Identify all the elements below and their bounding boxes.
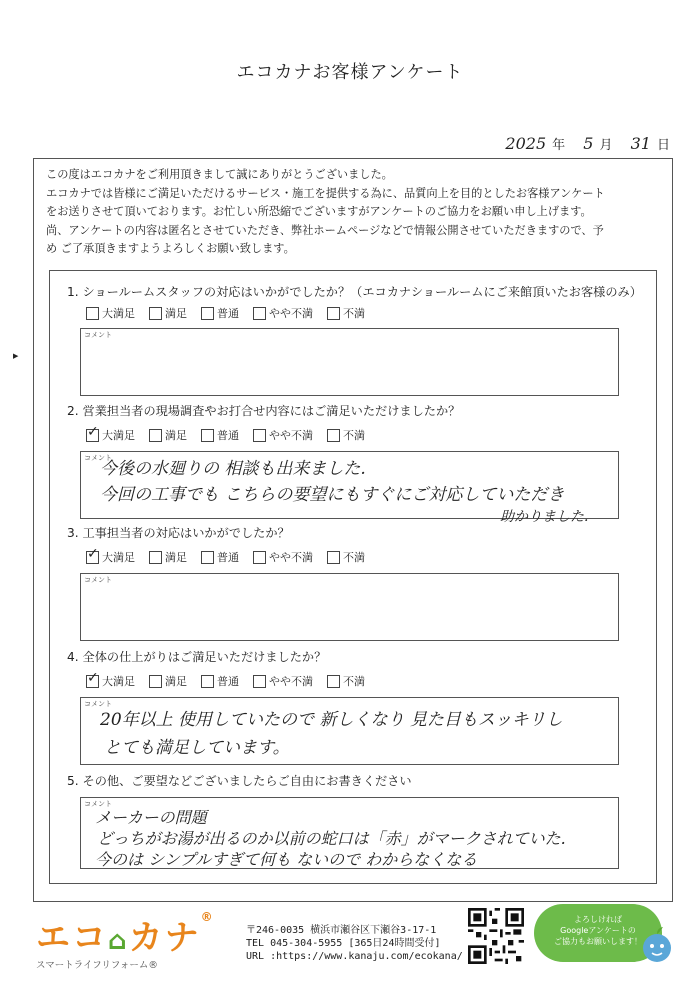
option-label: 普通 bbox=[217, 675, 239, 688]
checkbox[interactable] bbox=[253, 675, 266, 688]
option-label: 不満 bbox=[343, 307, 365, 320]
checkbox[interactable] bbox=[86, 307, 99, 320]
checkbox[interactable] bbox=[253, 429, 266, 442]
option-4-4[interactable] bbox=[253, 673, 313, 689]
ecokana-logo bbox=[36, 910, 215, 971]
logo-wordmark bbox=[36, 910, 215, 959]
question-4-text: 4. 全体の仕上がりはご満足いただけましたか？ bbox=[67, 650, 327, 664]
date-month-unit: 月 bbox=[599, 138, 613, 153]
intro-line: エコカナでは皆様にご満足いただけるサービス・施工を提供する為に、品質向上を目的としたお客様アンケート bbox=[46, 186, 605, 200]
option-label: やや不満 bbox=[269, 551, 313, 564]
question-1-comment-box[interactable] bbox=[80, 328, 619, 396]
option-label: 満足 bbox=[165, 307, 187, 320]
question-3-options bbox=[86, 549, 379, 565]
checkbox[interactable] bbox=[149, 551, 162, 564]
intro-line: 尚、アンケートの内容は匿名とさせていただき、弊社ホームページなどで情報公開させていただきますので、予 bbox=[46, 223, 604, 237]
handwritten-comment-line: 今のは シンプルすぎて何も ないので わからなくなる bbox=[95, 850, 478, 869]
intro-line: をお送りさせて頂いております。お忙しい所恐縮でございますがアンケートのご協力をお願い申し上げます。 bbox=[46, 205, 592, 219]
option-3-2[interactable] bbox=[149, 549, 187, 565]
bubble-line: Googleアンケートの bbox=[560, 926, 636, 935]
page-title: エコカナお客様アンケート bbox=[236, 62, 464, 83]
option-label: やや不満 bbox=[269, 675, 313, 688]
date-year-unit: 年 bbox=[552, 138, 566, 153]
logo-kana: カナ bbox=[128, 918, 201, 958]
option-label: 大満足 bbox=[102, 551, 135, 564]
option-3-3[interactable] bbox=[201, 549, 239, 565]
qr-code-icon[interactable] bbox=[468, 908, 524, 964]
handwritten-comment-line: 今回の工事でも こちらの要望にもすぐにご対応していただき bbox=[100, 485, 565, 505]
option-label: 普通 bbox=[217, 429, 239, 442]
company-address bbox=[246, 924, 463, 963]
intro-line: め ご了承頂きますようよろしくお願い致します。 bbox=[46, 242, 295, 256]
option-1-5[interactable] bbox=[327, 305, 365, 321]
checkbox[interactable] bbox=[327, 551, 340, 564]
comment-label: コメント bbox=[84, 700, 112, 708]
date-day: 31 bbox=[630, 134, 651, 153]
option-label: 大満足 bbox=[102, 307, 135, 320]
date-year: 2025 bbox=[505, 134, 547, 153]
option-2-1[interactable] bbox=[86, 427, 135, 443]
house-icon: ⌂ bbox=[108, 926, 129, 956]
option-3-4[interactable] bbox=[253, 549, 313, 565]
checkbox[interactable] bbox=[201, 551, 214, 564]
option-2-3[interactable] bbox=[201, 427, 239, 443]
date-month: 5 bbox=[583, 134, 594, 153]
option-2-4[interactable] bbox=[253, 427, 313, 443]
bubble-line: ご協力もお願いします！ bbox=[554, 937, 642, 946]
handwritten-comment-line: メーカーの問題 bbox=[95, 808, 207, 827]
comment-label: コメント bbox=[84, 331, 112, 339]
checkbox[interactable] bbox=[253, 551, 266, 564]
checkbox[interactable] bbox=[327, 429, 340, 442]
option-label: 不満 bbox=[343, 429, 365, 442]
question-2-text: 2. 営業担当者の現場調査やお打合せ内容にはご満足いただけましたか？ bbox=[67, 404, 461, 418]
handwritten-comment-line: とても満足しています。 bbox=[104, 738, 290, 758]
option-label: 大満足 bbox=[102, 429, 135, 442]
checkbox[interactable] bbox=[253, 307, 266, 320]
option-4-3[interactable] bbox=[201, 673, 239, 689]
question-2-options bbox=[86, 427, 379, 443]
option-2-5[interactable] bbox=[327, 427, 365, 443]
option-1-4[interactable] bbox=[253, 305, 313, 321]
logo-eco: エコ bbox=[36, 918, 108, 958]
option-3-5[interactable] bbox=[327, 549, 365, 565]
bubble-line: よろしければ bbox=[574, 915, 622, 924]
checkbox[interactable] bbox=[86, 429, 99, 442]
option-label: 不満 bbox=[343, 551, 365, 564]
option-label: やや不満 bbox=[269, 307, 313, 320]
option-1-3[interactable] bbox=[201, 305, 239, 321]
checkbox[interactable] bbox=[201, 307, 214, 320]
option-1-1[interactable] bbox=[86, 305, 135, 321]
checkbox[interactable] bbox=[86, 551, 99, 564]
handwritten-comment-line: 20年以上 使用していたので 新しくなり 見た目もスッキリし bbox=[100, 710, 563, 730]
address-line: 〒246-0035 横浜市瀬谷区下瀬谷3-17-1 bbox=[246, 925, 437, 936]
url-line[interactable]: URL :https://www.kanaju.com/ecokana/ bbox=[246, 951, 463, 962]
question-3-comment-box[interactable] bbox=[80, 573, 619, 641]
checkbox[interactable] bbox=[149, 675, 162, 688]
intro-line: この度はエコカナをご利用頂きまして誠にありがとうございました。 bbox=[46, 168, 393, 181]
checkbox[interactable] bbox=[201, 429, 214, 442]
question-5-text: 5. その他、ご要望などございましたらご自由にお書きください bbox=[67, 774, 412, 788]
date-line bbox=[505, 134, 670, 153]
option-4-5[interactable] bbox=[327, 673, 365, 689]
checkbox[interactable] bbox=[327, 675, 340, 688]
option-label: やや不満 bbox=[269, 429, 313, 442]
question-1-options bbox=[86, 305, 379, 321]
question-3-text: 3. 工事担当者の対応はいかがでしたか？ bbox=[67, 526, 290, 540]
logo-registered: ® bbox=[200, 910, 215, 924]
comment-label: コメント bbox=[84, 800, 112, 808]
checkbox[interactable] bbox=[149, 429, 162, 442]
checkbox[interactable] bbox=[327, 307, 340, 320]
comment-label: コメント bbox=[84, 576, 112, 584]
handwritten-comment-line: 助かりました. bbox=[500, 509, 589, 525]
logo-tagline: スマートライフリフォーム® bbox=[36, 960, 158, 971]
handwritten-comment-line: 今後の水廻りの 相談も出来ました. bbox=[100, 459, 366, 479]
option-4-1[interactable] bbox=[86, 673, 135, 689]
option-4-2[interactable] bbox=[149, 673, 187, 689]
date-day-unit: 日 bbox=[656, 138, 670, 153]
option-1-2[interactable] bbox=[149, 305, 187, 321]
option-3-1[interactable] bbox=[86, 549, 135, 565]
handwritten-comment-line: どっちがお湯が出るのか以前の蛇口は「赤」がマークされていた. bbox=[97, 829, 566, 848]
checkbox[interactable] bbox=[86, 675, 99, 688]
margin-arrow-icon: ▶ bbox=[13, 352, 19, 360]
checkbox[interactable] bbox=[149, 307, 162, 320]
option-label: 満足 bbox=[165, 675, 187, 688]
mascot-icon bbox=[640, 926, 674, 966]
option-label: 満足 bbox=[165, 429, 187, 442]
intro-text bbox=[46, 166, 666, 259]
checkbox[interactable] bbox=[201, 675, 214, 688]
comment-label: コメント bbox=[84, 454, 112, 462]
question-1-text: 1. ショールームスタッフの対応はいかがでしたか？（エコカナショールームにご来館頂いたお客様のみ） bbox=[67, 285, 642, 299]
question-4-options bbox=[86, 673, 379, 689]
option-label: 満足 bbox=[165, 551, 187, 564]
option-label: 普通 bbox=[217, 307, 239, 320]
option-label: 大満足 bbox=[102, 675, 135, 688]
option-2-2[interactable] bbox=[149, 427, 187, 443]
tel-line: TEL 045-304-5955 [365日24時間受付] bbox=[246, 938, 441, 949]
option-label: 不満 bbox=[343, 675, 365, 688]
option-label: 普通 bbox=[217, 551, 239, 564]
